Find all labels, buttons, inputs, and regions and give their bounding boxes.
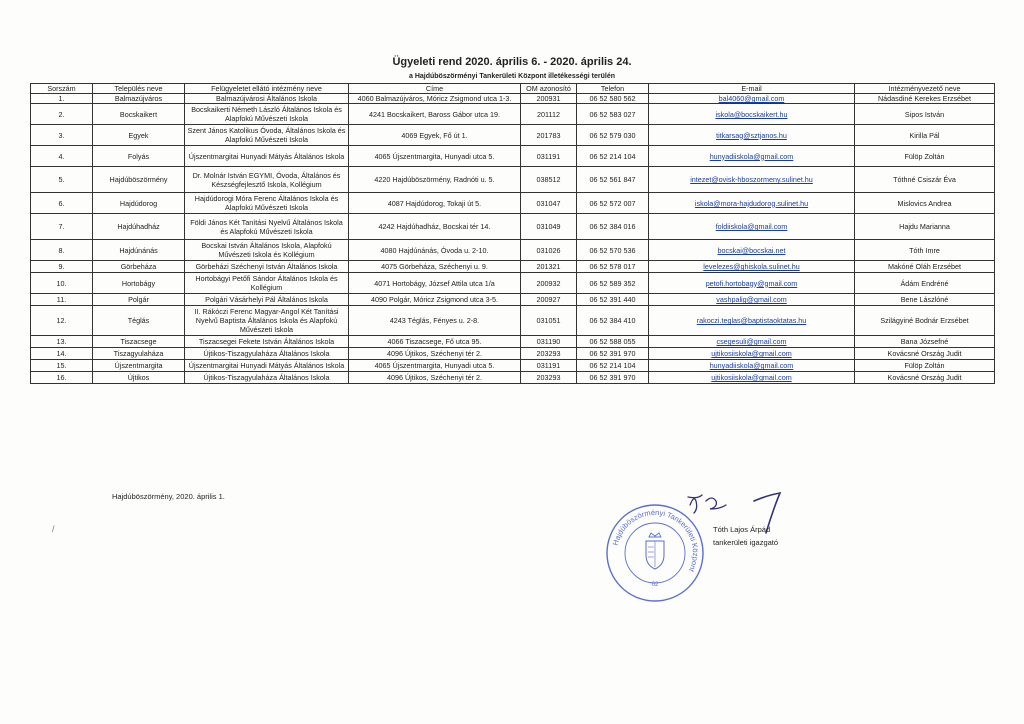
institution-name: Újtikos-Tiszagyulaháza Általános Iskola [185, 372, 349, 384]
table-header-row [31, 84, 995, 94]
principal-name: Kovácsné Ország Judit [855, 348, 995, 360]
town-name: Balmazújváros [93, 94, 185, 104]
town-name: Hajdúdorog [93, 193, 185, 214]
phone: 06 52 384 410 [577, 306, 649, 336]
om-id: 201321 [521, 261, 577, 273]
phone: 06 52 391 970 [577, 372, 649, 384]
address: 4096 Újtikos, Széchenyi tér 2. [349, 372, 521, 384]
document-subtitle: a Hajdúböszörményi Tankerületi Központ illetékességi terülén [408, 73, 616, 80]
header-cell: Felügyeletet ellátó intézmény neve [185, 84, 349, 94]
table-row [31, 294, 995, 306]
email-address[interactable]: foldiiskola@gmail.com [649, 214, 855, 240]
institution-name: Hortobágyi Petőfi Sándor Általános Iskola és Kollégium [185, 273, 349, 294]
om-id: 031191 [521, 360, 577, 372]
address: 4087 Hajdúdorog, Tokaji út 5. [349, 193, 521, 214]
email-address[interactable]: levelezes@ghiskola.sulinet.hu [649, 261, 855, 273]
table-row [31, 372, 995, 384]
town-name: Téglás [93, 306, 185, 336]
om-id: 038512 [521, 167, 577, 193]
email-address[interactable]: ujtikosiiskola@gmail.com [649, 348, 855, 360]
stamp-text: Hajdúböszörményi Tankerületi Központ [610, 507, 701, 574]
om-id: 200931 [521, 94, 577, 104]
principal-name: Nádasdiné Kerekes Erzsébet [855, 94, 995, 104]
phone: 06 52 384 016 [577, 214, 649, 240]
principal-name: Mislovics Andrea [855, 193, 995, 214]
address: 4096 Újtikos, Széchenyi tér 2. [349, 348, 521, 360]
phone: 06 52 580 562 [577, 94, 649, 104]
table-row [31, 214, 995, 240]
email-address[interactable]: bocskai@bocskai.net [649, 240, 855, 261]
address: 4066 Tiszacsege, Fő utca 95. [349, 336, 521, 348]
header-cell: Címe [349, 84, 521, 94]
principal-name: Bana Józsefné [855, 336, 995, 348]
table-row [31, 273, 995, 294]
row-number: 10. [31, 273, 93, 294]
address: 4069 Egyek, Fő út 1. [349, 125, 521, 146]
table-row [31, 146, 995, 167]
document-title: Ügyeleti rend 2020. április 6. - 2020. április 24. [392, 56, 632, 68]
principal-name: Fülöp Zoltán [855, 360, 995, 372]
institution-name: Szent János Katolikus Óvoda, Általános Iskola és Alapfokú Művészeti Iskola [185, 125, 349, 146]
town-name: Hajdúböszörmény [93, 167, 185, 193]
om-id: 031047 [521, 193, 577, 214]
table-row [31, 306, 995, 336]
stamp-number: 02 [651, 582, 659, 588]
email-address[interactable]: intezet@ovisk-hboszormeny.sulinet.hu [649, 167, 855, 193]
email-address[interactable]: rakoczi.teglas@baptistaoktatas.hu [649, 306, 855, 336]
email-address[interactable]: ujtikosiiskola@gmail.com [649, 372, 855, 384]
email-address[interactable]: petofi.hortobagy@gmail.com [649, 273, 855, 294]
phone: 06 52 588 055 [577, 336, 649, 348]
row-number: 14. [31, 348, 93, 360]
institution-name: Görbeházi Széchenyi István Általános Iskola [185, 261, 349, 273]
header-cell: Telefon [577, 84, 649, 94]
header-cell: E-mail [649, 84, 855, 94]
email-address[interactable]: iskola@bocskaikert.hu [649, 104, 855, 125]
principal-name: Fülöp Zoltán [855, 146, 995, 167]
town-name: Hajdúhadház [93, 214, 185, 240]
row-number: 6. [31, 193, 93, 214]
town-name: Egyek [93, 125, 185, 146]
institution-name: Újszentmargitai Hunyadi Mátyás Általános Iskola [185, 360, 349, 372]
coat-of-arms-icon [646, 533, 664, 569]
principal-name: Szilágyiné Bodnár Erzsébet [855, 306, 995, 336]
phone: 06 52 391 440 [577, 294, 649, 306]
row-number: 11. [31, 294, 93, 306]
row-number: 2. [31, 104, 93, 125]
town-name: Újtikos [93, 372, 185, 384]
phone: 06 52 570 536 [577, 240, 649, 261]
row-number: 9. [31, 261, 93, 273]
om-id: 201783 [521, 125, 577, 146]
institution-name: Hajdúdorogi Móra Ferenc Általános Iskola és Alapfokú Művészeti Iskola [185, 193, 349, 214]
row-number: 12. [31, 306, 93, 336]
margin-mark: / [52, 524, 55, 534]
institution-name: Balmazújvárosi Általános Iskola [185, 94, 349, 104]
email-address[interactable]: hunyadiiskola@gmail.com [649, 146, 855, 167]
signer-role: tankerületi igazgató [713, 538, 779, 547]
institution-name: Újszentmargitai Hunyadi Mátyás Általános Iskola [185, 146, 349, 167]
om-id: 031051 [521, 306, 577, 336]
address: 4075 Görbeháza, Széchenyi u. 9. [349, 261, 521, 273]
om-id: 031026 [521, 240, 577, 261]
om-id: 200932 [521, 273, 577, 294]
om-id: 031190 [521, 336, 577, 348]
principal-name: Ádám Endréné [855, 273, 995, 294]
address: 4220 Hajdúböszörmény, Radnóti u. 5. [349, 167, 521, 193]
email-address[interactable]: bal4060@gmail.com [649, 94, 855, 104]
address: 4071 Hortobágy, József Attila utca 1/a [349, 273, 521, 294]
phone: 06 52 583 027 [577, 104, 649, 125]
institution-name: Polgári Vásárhelyi Pál Általános Iskola [185, 294, 349, 306]
town-name: Folyás [93, 146, 185, 167]
institution-name: Bocskaikerti Németh László Általános Iskola és Alapfokú Művészeti Iskola [185, 104, 349, 125]
principal-name: Bene Lászlóné [855, 294, 995, 306]
institution-name: II. Rákóczi Ferenc Magyar-Angol Két Tanítási Nyelvű Baptista Általános Iskola és Alapfokú Művészeti Iskola [185, 306, 349, 336]
duty-schedule-table [30, 83, 995, 384]
town-name: Újszentmargita [93, 360, 185, 372]
om-id: 031191 [521, 146, 577, 167]
header-cell: OM azonosító [521, 84, 577, 94]
om-id: 031049 [521, 214, 577, 240]
table-row [31, 348, 995, 360]
row-number: 13. [31, 336, 93, 348]
header-cell: Intézményvezető neve [855, 84, 995, 94]
town-name: Bocskaikert [93, 104, 185, 125]
principal-name: Sipos István [855, 104, 995, 125]
email-address[interactable]: vashpalig@gmail.com [649, 294, 855, 306]
address: 4080 Hajdúnánás, Óvoda u. 2-10. [349, 240, 521, 261]
row-number: 8. [31, 240, 93, 261]
signer-name: Tóth Lajos Árpád [713, 525, 771, 534]
principal-name: Makóné Oláh Erzsébet [855, 261, 995, 273]
table-row [31, 261, 995, 273]
town-name: Hortobágy [93, 273, 185, 294]
row-number: 3. [31, 125, 93, 146]
address: 4242 Hajdúhadház, Bocskai tér 14. [349, 214, 521, 240]
email-address[interactable]: iskola@mora-hajdudorog.sulinet.hu [649, 193, 855, 214]
phone: 06 52 589 352 [577, 273, 649, 294]
phone: 06 52 579 030 [577, 125, 649, 146]
address: 4065 Újszentmargita, Hunyadi utca 5. [349, 146, 521, 167]
row-number: 5. [31, 167, 93, 193]
row-number: 1. [31, 94, 93, 104]
phone: 06 52 578 017 [577, 261, 649, 273]
phone: 06 52 391 970 [577, 348, 649, 360]
phone: 06 52 572 007 [577, 193, 649, 214]
email-address[interactable]: hunyadiiskola@gmail.com [649, 360, 855, 372]
table-row [31, 360, 995, 372]
om-id: 203293 [521, 348, 577, 360]
town-name: Tiszacsege [93, 336, 185, 348]
town-name: Tiszagyulaháza [93, 348, 185, 360]
address: 4065 Újszentmargita, Hunyadi utca 5. [349, 360, 521, 372]
address: 4243 Téglás, Fényes u. 2-8. [349, 306, 521, 336]
town-name: Görbeháza [93, 261, 185, 273]
address: 4241 Bocskaikert, Baross Gábor utca 19. [349, 104, 521, 125]
phone: 06 52 561 847 [577, 167, 649, 193]
table-row [31, 94, 995, 104]
institution-name: Földi János Két Tanítási Nyelvű Általános Iskola és Alapfokú Művészeti Iskola [185, 214, 349, 240]
om-id: 200927 [521, 294, 577, 306]
institution-name: Bocskai István Általános Iskola, Alapfokú Művészeti Iskola és Kollégium [185, 240, 349, 261]
principal-name: Kirilla Pál [855, 125, 995, 146]
phone: 06 52 214 104 [577, 360, 649, 372]
institution-name: Újtikos-Tiszagyulaháza Általános Iskola [185, 348, 349, 360]
header-cell: Település neve [93, 84, 185, 94]
town-name: Polgár [93, 294, 185, 306]
table-row [31, 104, 995, 125]
town-name: Hajdúnánás [93, 240, 185, 261]
row-number: 4. [31, 146, 93, 167]
table-row [31, 193, 995, 214]
address: 4090 Polgár, Móricz Zsigmond utca 3-5. [349, 294, 521, 306]
principal-name: Tóth Imre [855, 240, 995, 261]
email-address[interactable]: titkarsag@sztjanos.hu [649, 125, 855, 146]
principal-name: Kovácsné Ország Judit [855, 372, 995, 384]
header-cell: Sorszám [31, 84, 93, 94]
email-address[interactable]: csegesuli@gmail.com [649, 336, 855, 348]
om-id: 201112 [521, 104, 577, 125]
row-number: 16. [31, 372, 93, 384]
institution-name: Dr. Molnár István EGYMI, Óvoda, Általános és Készségfejlesztő Iskola, Kollégium [185, 167, 349, 193]
row-number: 7. [31, 214, 93, 240]
institution-name: Tiszacsegei Fekete István Általános Iskola [185, 336, 349, 348]
address: 4060 Balmazújváros, Móricz Zsigmond utca 1-3. [349, 94, 521, 104]
place-and-date: Hajdúböszörmény, 2020. április 1. [112, 492, 225, 501]
table-row [31, 336, 995, 348]
row-number: 15. [31, 360, 93, 372]
table-row [31, 125, 995, 146]
table-row [31, 167, 995, 193]
phone: 06 52 214 104 [577, 146, 649, 167]
principal-name: Tóthné Csiszár Éva [855, 167, 995, 193]
table-row [31, 240, 995, 261]
om-id: 203293 [521, 372, 577, 384]
principal-name: Hajdu Marianna [855, 214, 995, 240]
